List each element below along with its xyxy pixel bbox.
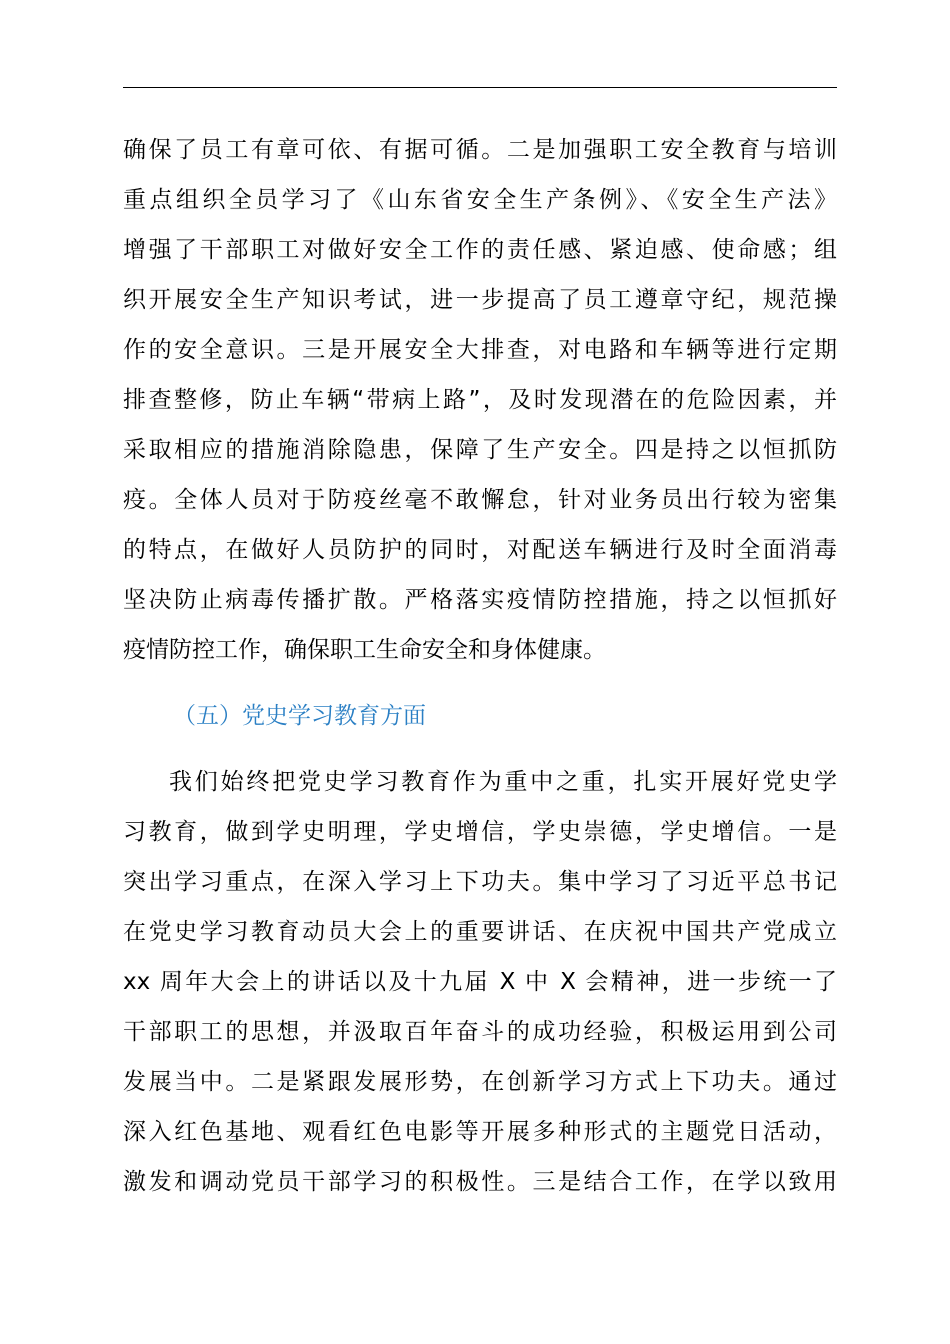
text-line: 织开展安全生产知识考试，进一步提高了员工遵章守纪，规范操 (123, 287, 837, 313)
text-line: 增强了干部职工对做好安全工作的责任感、紧迫感、使命感；组 (123, 237, 837, 263)
text-line: 激发和调动党员干部学习的积极性。三是结合工作，在学以致用 (123, 1169, 837, 1195)
text-line: 在党史学习教育动员大会上的重要讲话、在庆祝中国共产党成立 (123, 919, 837, 945)
text-line: 采取相应的措施消除隐患，保障了生产安全。四是持之以恒抓防 (123, 437, 837, 463)
text-line: 的特点，在做好人员防护的同时，对配送车辆进行及时全面消毒 (123, 537, 837, 563)
document-body (123, 125, 837, 1207)
text-line: 突出学习重点，在深入学习上下功夫。集中学习了习近平总书记 (123, 869, 837, 895)
text-line: 疫情防控工作，确保职工生命安全和身体健康。 (123, 637, 606, 663)
paragraph-party-history (123, 757, 837, 1207)
text-line: xx 周年大会上的讲话以及十九届 X 中 X 会精神，进一步统一了 (123, 969, 837, 995)
section-heading: （五）党史学习教育方面 (173, 703, 426, 729)
text-line: 确保了员工有章可依、有据可循。二是加强职工安全教育与培训 (123, 137, 837, 163)
text-line: 深入红色基地、观看红色电影等开展多种形式的主题党日活动， (123, 1119, 837, 1145)
text-line: 发展当中。二是紧跟发展形势，在创新学习方式上下功夫。通过 (123, 1069, 837, 1095)
text-line: 干部职工的思想，并汲取百年奋斗的成功经验，积极运用到公司 (123, 1019, 837, 1045)
text-line: 作的安全意识。三是开展安全大排查，对电路和车辆等进行定期 (123, 337, 837, 363)
text-line: 习教育，做到学史明理，学史增信，学史崇德，学史增信。一是 (123, 819, 837, 845)
text-line: 我们始终把党史学习教育作为重中之重，扎实开展好党史学 (169, 769, 837, 795)
text-line: 坚决防止病毒传播扩散。严格落实疫情防控措施，持之以恒抓好 (123, 587, 837, 613)
text-line: 疫。全体人员对于防疫丝毫不敢懈怠，针对业务员出行较为密集 (123, 487, 837, 513)
header-rule (123, 87, 837, 88)
text-line: 重点组织全员学习了《山东省安全生产条例》、《安全生产法》 (123, 187, 837, 213)
paragraph-safety (123, 125, 837, 675)
text-line: 排查整修，防止车辆“带病上路”，及时发现潜在的危险因素，并 (123, 387, 837, 413)
